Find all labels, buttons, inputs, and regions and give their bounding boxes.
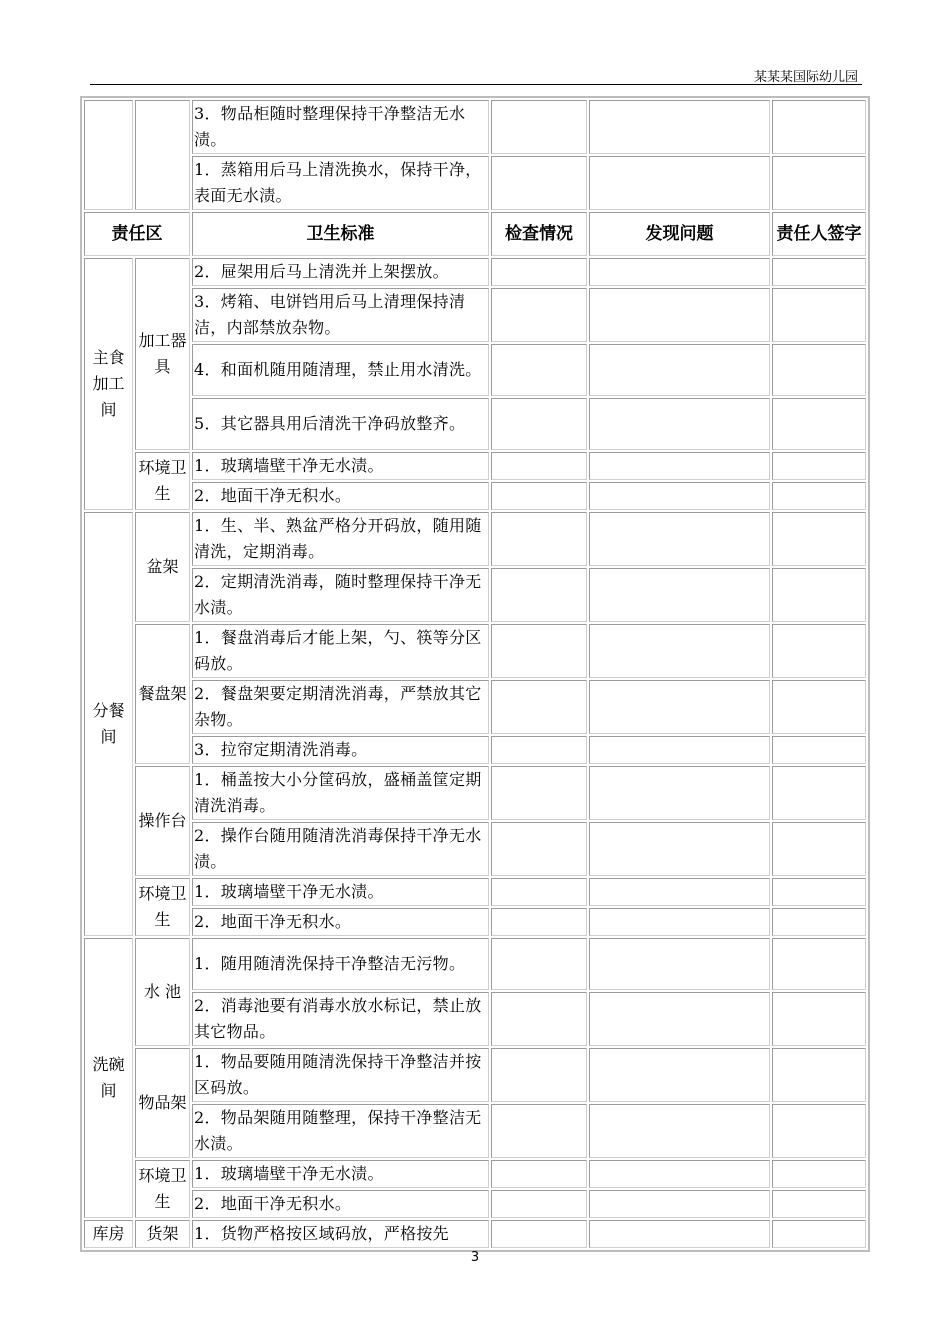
table-row bbox=[84, 568, 866, 622]
table-row bbox=[84, 512, 866, 566]
table-row bbox=[84, 822, 866, 876]
header-zone: 责任区 bbox=[84, 212, 190, 256]
issues-found-cell[interactable] bbox=[589, 1048, 770, 1102]
category-cell-shelf: 货架 bbox=[135, 1220, 190, 1248]
signature-cell[interactable] bbox=[772, 1048, 866, 1102]
standard-cell: 1．货物严格按区域码放，严格按先 bbox=[192, 1220, 489, 1248]
check-status-cell[interactable] bbox=[491, 512, 587, 566]
standard-cell: 2．定期清洗消毒，随时整理保持干净无水渍。 bbox=[192, 568, 489, 622]
standard-cell: 1．餐盘消毒后才能上架，勺、筷等分区码放。 bbox=[192, 624, 489, 678]
table-row bbox=[84, 1048, 866, 1102]
signature-cell[interactable] bbox=[772, 568, 866, 622]
issues-found-cell[interactable] bbox=[589, 736, 770, 764]
standard-cell: 1．生、半、熟盆严格分开码放，随用随清洗，定期消毒。 bbox=[192, 512, 489, 566]
signature-cell[interactable] bbox=[772, 822, 866, 876]
category-cell-basin-rack: 盆架 bbox=[135, 512, 190, 622]
issues-found-cell[interactable] bbox=[589, 482, 770, 510]
issues-found-cell[interactable] bbox=[589, 100, 770, 154]
signature-cell[interactable] bbox=[772, 938, 866, 990]
signature-cell[interactable] bbox=[772, 878, 866, 906]
standard-cell: 4．和面机随用随清理，禁止用水清洗。 bbox=[192, 344, 489, 396]
issues-found-cell[interactable] bbox=[589, 908, 770, 936]
signature-cell[interactable] bbox=[772, 766, 866, 820]
issues-found-cell[interactable] bbox=[589, 1104, 770, 1158]
check-status-cell[interactable] bbox=[491, 992, 587, 1046]
standard-cell: 3．物品柜随时整理保持干净整洁无水渍。 bbox=[192, 100, 489, 154]
zone-cell-meal-distribution-room: 分餐间 bbox=[84, 512, 133, 936]
signature-cell[interactable] bbox=[772, 452, 866, 480]
signature-cell[interactable] bbox=[772, 344, 866, 396]
category-cell-worktable: 操作台 bbox=[135, 766, 190, 876]
standard-cell: 2．屉架用后马上清洗并上架摆放。 bbox=[192, 258, 489, 286]
signature-cell[interactable] bbox=[772, 1104, 866, 1158]
table-row bbox=[84, 992, 866, 1046]
header-signature: 责任人签字 bbox=[772, 212, 866, 256]
issues-found-cell[interactable] bbox=[589, 398, 770, 450]
category-cell-environment: 环境卫生 bbox=[135, 1160, 190, 1218]
check-status-cell[interactable] bbox=[491, 878, 587, 906]
standard-cell: 1．物品要随用随清洗保持干净整洁并按区码放。 bbox=[192, 1048, 489, 1102]
check-status-cell[interactable] bbox=[491, 1220, 587, 1248]
zone-cell-empty bbox=[84, 100, 133, 210]
category-cell-item-rack: 物品架 bbox=[135, 1048, 190, 1158]
check-status-cell[interactable] bbox=[491, 1104, 587, 1158]
check-status-cell[interactable] bbox=[491, 1160, 587, 1188]
table-row bbox=[84, 908, 866, 936]
standard-cell: 1．随用随清洗保持干净整洁无污物。 bbox=[192, 938, 489, 990]
issues-found-cell[interactable] bbox=[589, 156, 770, 210]
issues-found-cell[interactable] bbox=[589, 568, 770, 622]
issues-found-cell[interactable] bbox=[589, 1220, 770, 1248]
table-row bbox=[84, 156, 866, 210]
check-status-cell[interactable] bbox=[491, 766, 587, 820]
table-row bbox=[84, 1160, 866, 1188]
standard-cell: 2．地面干净无积水。 bbox=[192, 1190, 489, 1218]
table-row bbox=[84, 878, 866, 906]
standard-cell: 1．蒸箱用后马上清洗换水，保持干净，表面无水渍。 bbox=[192, 156, 489, 210]
standard-cell: 3．烤箱、电饼铛用后马上清理保持清洁，内部禁放杂物。 bbox=[192, 288, 489, 342]
check-status-cell[interactable] bbox=[491, 568, 587, 622]
table-row bbox=[84, 736, 866, 764]
signature-cell[interactable] bbox=[772, 680, 866, 734]
check-status-cell[interactable] bbox=[491, 100, 587, 154]
standard-cell: 2．操作台随用随清洗消毒保持干净无水渍。 bbox=[192, 822, 489, 876]
standard-cell: 1．玻璃墙壁干净无水渍。 bbox=[192, 878, 489, 906]
issues-found-cell[interactable] bbox=[589, 452, 770, 480]
table-row bbox=[84, 258, 866, 286]
check-status-cell[interactable] bbox=[491, 288, 587, 342]
check-status-cell[interactable] bbox=[491, 1190, 587, 1218]
signature-cell[interactable] bbox=[772, 288, 866, 342]
page-number: 3 bbox=[470, 1250, 480, 1265]
table-row bbox=[84, 624, 866, 678]
check-status-cell[interactable] bbox=[491, 344, 587, 396]
standard-cell: 2．消毒池要有消毒水放水标记，禁止放其它物品。 bbox=[192, 992, 489, 1046]
signature-cell[interactable] bbox=[772, 992, 866, 1046]
issues-found-cell[interactable] bbox=[589, 878, 770, 906]
check-status-cell[interactable] bbox=[491, 624, 587, 678]
table-row bbox=[84, 1190, 866, 1218]
table-row bbox=[84, 1104, 866, 1158]
header-org-name: 某某某国际幼儿园 bbox=[753, 70, 858, 85]
table-row bbox=[84, 100, 866, 154]
issues-found-cell[interactable] bbox=[589, 766, 770, 820]
table-row bbox=[84, 766, 866, 820]
check-status-cell[interactable] bbox=[491, 398, 587, 450]
check-status-cell[interactable] bbox=[491, 482, 587, 510]
standard-cell: 1．玻璃墙壁干净无水渍。 bbox=[192, 1160, 489, 1188]
signature-cell[interactable] bbox=[772, 258, 866, 286]
header-divider bbox=[90, 84, 862, 85]
signature-cell[interactable] bbox=[772, 1220, 866, 1248]
signature-cell[interactable] bbox=[772, 398, 866, 450]
signature-cell[interactable] bbox=[772, 736, 866, 764]
category-cell-empty bbox=[135, 100, 190, 210]
zone-cell-storeroom: 库房 bbox=[84, 1220, 133, 1248]
signature-cell[interactable] bbox=[772, 100, 866, 154]
issues-found-cell[interactable] bbox=[589, 680, 770, 734]
table-row bbox=[84, 288, 866, 342]
standard-cell: 2．餐盘架要定期清洗消毒，严禁放其它杂物。 bbox=[192, 680, 489, 734]
table-header-row bbox=[84, 212, 866, 256]
signature-cell[interactable] bbox=[772, 512, 866, 566]
table-row bbox=[84, 482, 866, 510]
category-cell-sink: 水 池 bbox=[135, 938, 190, 1046]
category-cell-processing-tools: 加工器具 bbox=[135, 258, 190, 450]
header-issues-found: 发现问题 bbox=[589, 212, 770, 256]
check-status-cell[interactable] bbox=[491, 452, 587, 480]
standard-cell: 2．地面干净无积水。 bbox=[192, 482, 489, 510]
signature-cell[interactable] bbox=[772, 1190, 866, 1218]
check-status-cell[interactable] bbox=[491, 938, 587, 990]
check-status-cell[interactable] bbox=[491, 822, 587, 876]
table-row bbox=[84, 398, 866, 450]
table-row bbox=[84, 1220, 866, 1248]
signature-cell[interactable] bbox=[772, 624, 866, 678]
issues-found-cell[interactable] bbox=[589, 1190, 770, 1218]
zone-cell-dishwashing-room: 洗碗间 bbox=[84, 938, 133, 1218]
table-row bbox=[84, 938, 866, 990]
check-status-cell[interactable] bbox=[491, 156, 587, 210]
hygiene-standards-table bbox=[80, 96, 870, 1252]
issues-found-cell[interactable] bbox=[589, 258, 770, 286]
header-standard: 卫生标准 bbox=[192, 212, 489, 256]
table-row bbox=[84, 680, 866, 734]
zone-cell-staple-food-room: 主食加工间 bbox=[84, 258, 133, 510]
category-cell-environment: 环境卫生 bbox=[135, 878, 190, 936]
standard-cell: 1．桶盖按大小分筐码放，盛桶盖筐定期清洗消毒。 bbox=[192, 766, 489, 820]
standard-cell: 1．玻璃墙壁干净无水渍。 bbox=[192, 452, 489, 480]
issues-found-cell[interactable] bbox=[589, 938, 770, 990]
issues-found-cell[interactable] bbox=[589, 512, 770, 566]
issues-found-cell[interactable] bbox=[589, 822, 770, 876]
signature-cell[interactable] bbox=[772, 908, 866, 936]
issues-found-cell[interactable] bbox=[589, 288, 770, 342]
check-status-cell[interactable] bbox=[491, 680, 587, 734]
check-status-cell[interactable] bbox=[491, 736, 587, 764]
check-status-cell[interactable] bbox=[491, 258, 587, 286]
issues-found-cell[interactable] bbox=[589, 992, 770, 1046]
table-row bbox=[84, 452, 866, 480]
category-cell-environment: 环境卫生 bbox=[135, 452, 190, 510]
signature-cell[interactable] bbox=[772, 482, 866, 510]
table-row bbox=[84, 344, 866, 396]
signature-cell[interactable] bbox=[772, 156, 866, 210]
category-cell-tray-rack: 餐盘架 bbox=[135, 624, 190, 764]
header-check-status: 检查情况 bbox=[491, 212, 587, 256]
issues-found-cell[interactable] bbox=[589, 624, 770, 678]
check-status-cell[interactable] bbox=[491, 1048, 587, 1102]
standard-cell: 3．拉帘定期清洗消毒。 bbox=[192, 736, 489, 764]
standard-cell: 2．物品架随用随整理，保持干净整洁无水渍。 bbox=[192, 1104, 489, 1158]
standard-cell: 5．其它器具用后清洗干净码放整齐。 bbox=[192, 398, 489, 450]
standard-cell: 2．地面干净无积水。 bbox=[192, 908, 489, 936]
issues-found-cell[interactable] bbox=[589, 1160, 770, 1188]
signature-cell[interactable] bbox=[772, 1160, 866, 1188]
issues-found-cell[interactable] bbox=[589, 344, 770, 396]
check-status-cell[interactable] bbox=[491, 908, 587, 936]
